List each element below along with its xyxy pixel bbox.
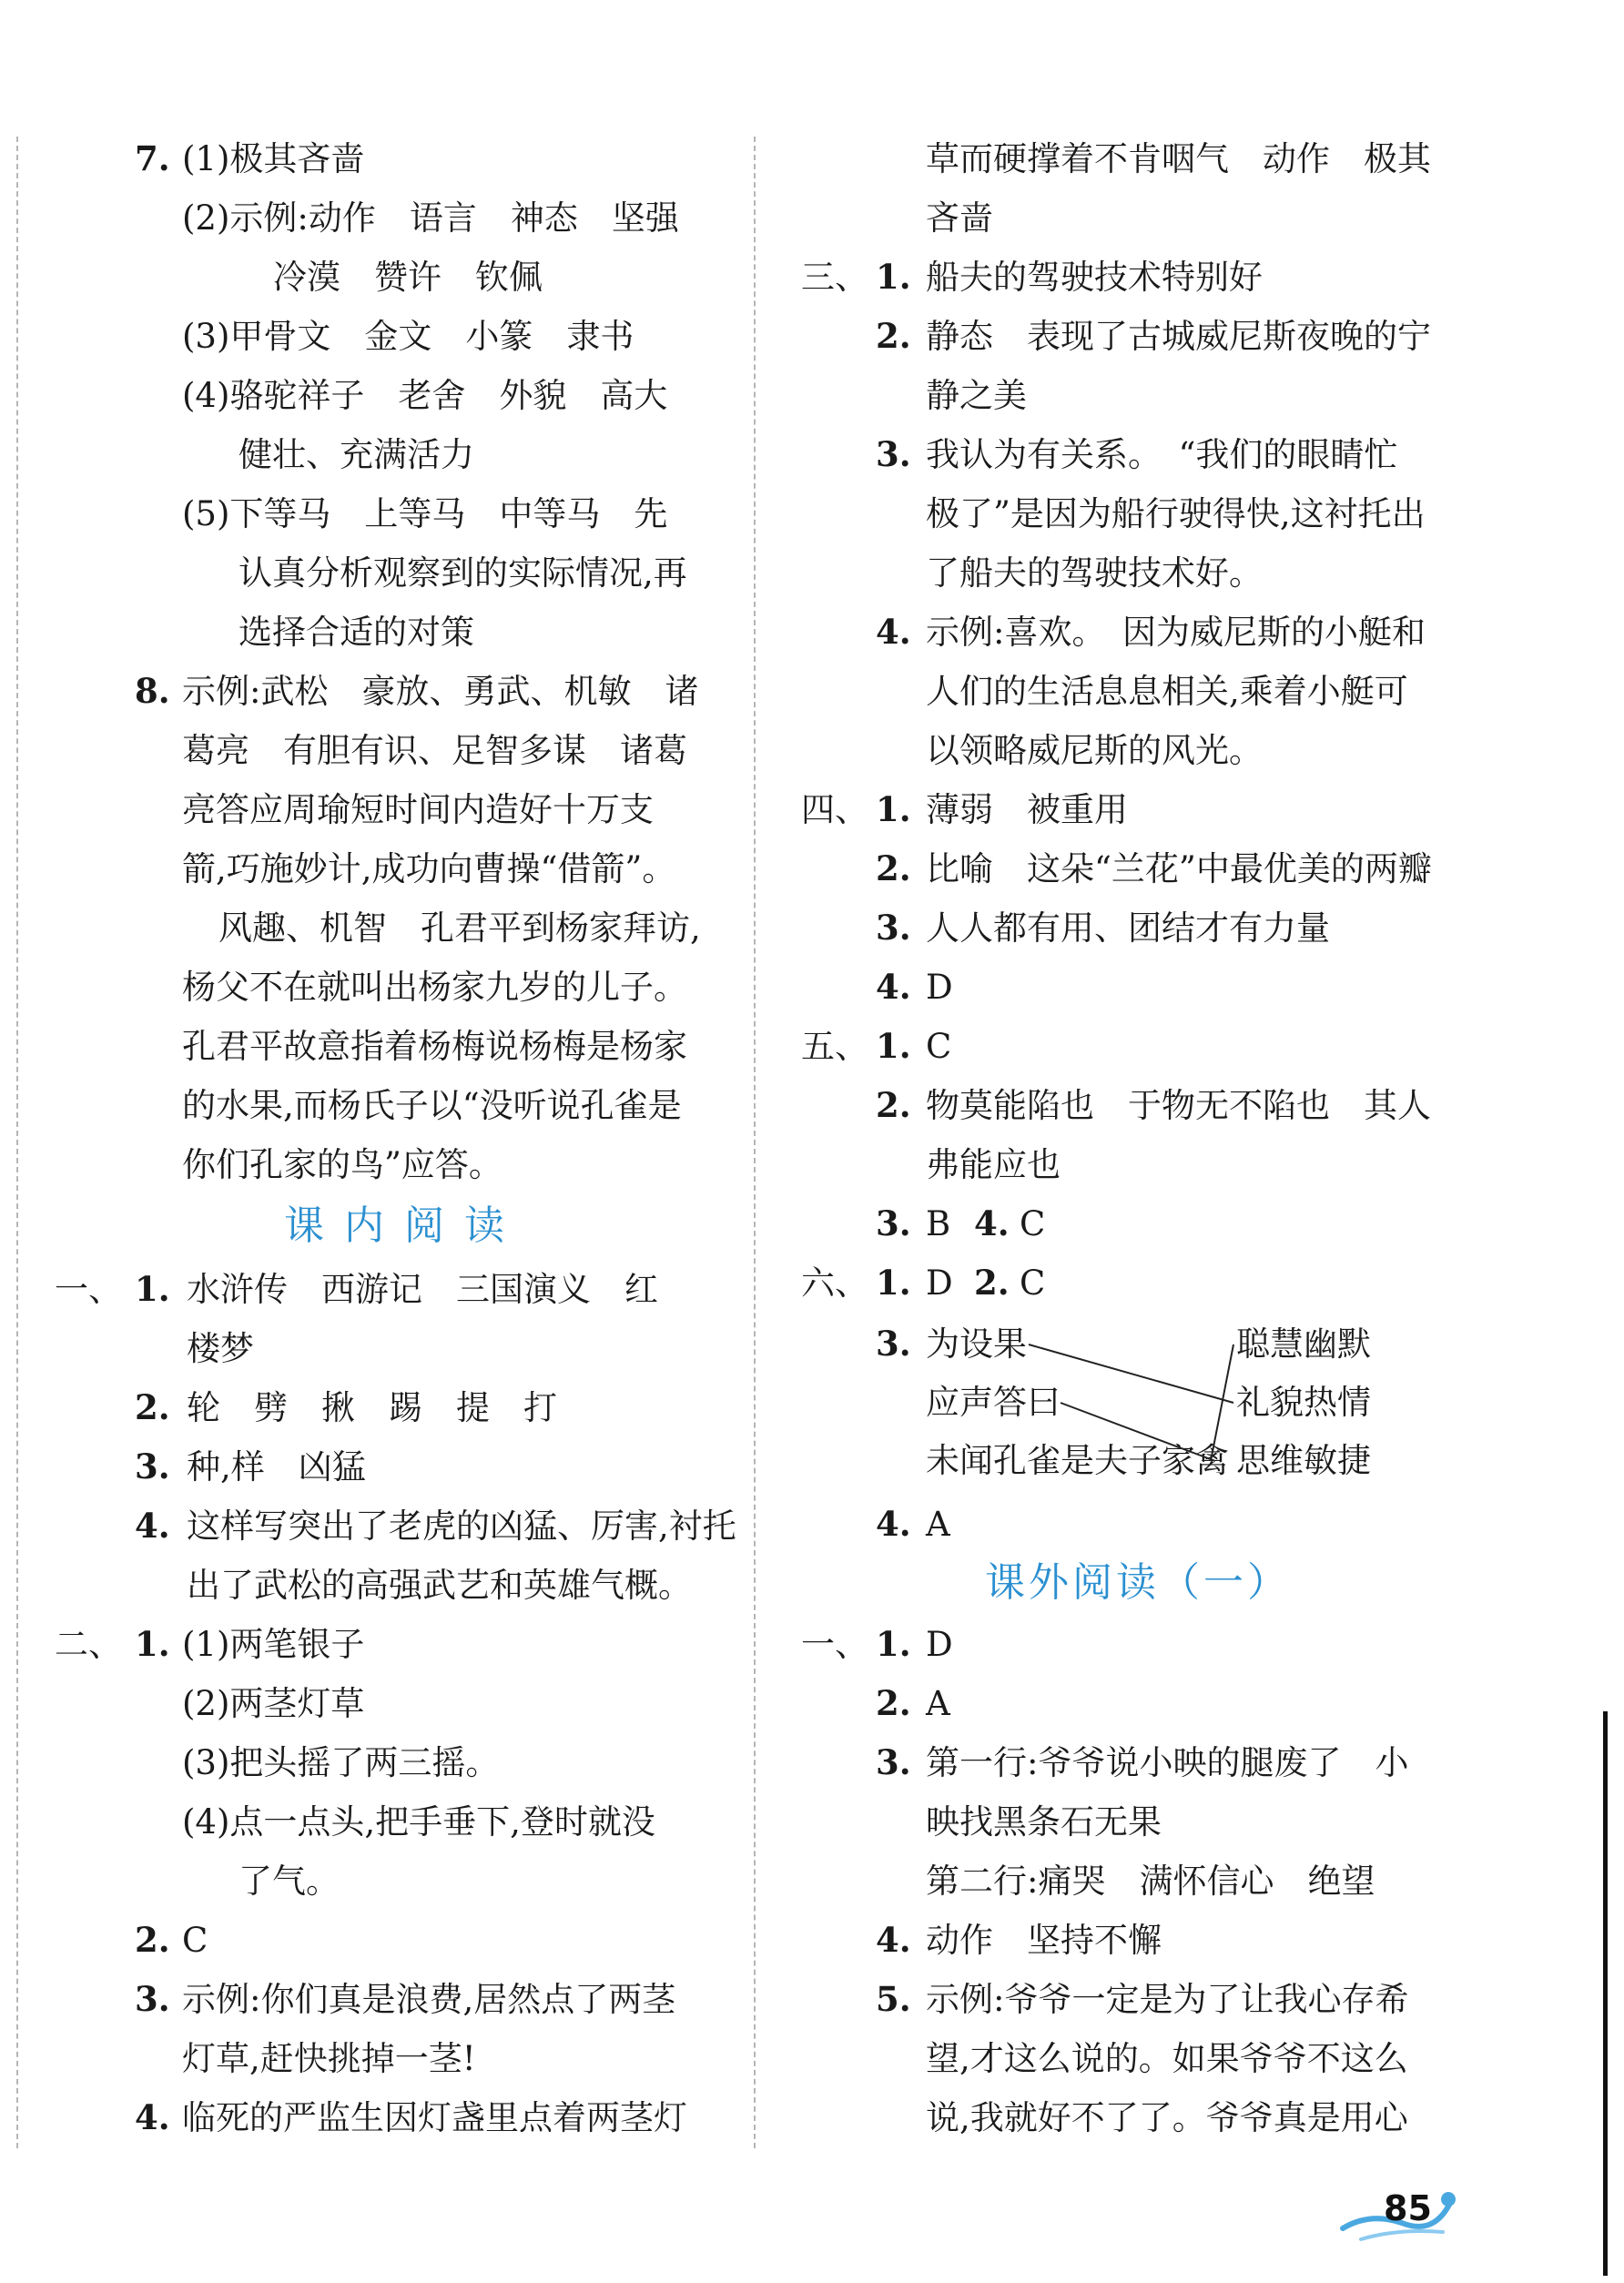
s1-q4-number: 4. (135, 1506, 170, 1546)
s2-q1-line-5: 了气。 (239, 1862, 340, 1901)
s1-q3-text: 种,样 凶猛 (187, 1447, 366, 1486)
s2-q2-number: 2. (135, 1920, 170, 1960)
s7-q1-text: D (926, 1625, 953, 1664)
s5-q1-number: 1. (876, 1026, 911, 1066)
s4-q1-text: 薄弱 被重用 (926, 790, 1128, 829)
s7-q3-line-1: 第一行:爷爷说小映的腿废了 小 (926, 1743, 1409, 1782)
column-divider-dashed-line (754, 137, 756, 2148)
q8-number: 8. (135, 671, 170, 711)
s2-q3-line-2: 灯草,赶快挑掉一茎! (182, 2039, 476, 2078)
s1-q3-number: 3. (135, 1446, 170, 1486)
s5-q4-number: 4. (974, 1203, 1010, 1243)
s2-q3-line-1: 示例:你们真是浪费,居然点了两茎 (182, 1980, 676, 2019)
q8-line-8: 的水果,而杨氏子以“没听说孔雀是 (182, 1086, 682, 1125)
s7-q5-number: 5. (876, 1979, 911, 2019)
s1-q2-text: 轮 劈 揪 踢 提 打 (187, 1388, 557, 1427)
q7-line-3: 冷漠 赞许 钦佩 (273, 258, 543, 297)
s5-q2-line-1: 物莫能陷也 于物无不陷也 其人 (926, 1086, 1431, 1125)
s4-q2-number: 2. (876, 848, 911, 888)
s2-q1-line-2: (2)两茎灯草 (182, 1684, 365, 1723)
section-one-label: 一、 (55, 1270, 122, 1309)
q7-line-5: (4)骆驼祥子 老舍 外貌 高大 (182, 376, 668, 415)
s5-q1-text: C (926, 1027, 952, 1066)
s4-q4-number: 4. (876, 967, 911, 1007)
s5-q3-number: 3. (876, 1203, 911, 1243)
match-left-3: 未闻孔雀是夫子家禽 (926, 1441, 1229, 1480)
q7-line-1: (1)极其吝啬 (182, 139, 365, 178)
s3-q3-number: 3. (876, 434, 911, 474)
match-right-3: 思维敏捷 (1236, 1441, 1371, 1480)
connector-line-1 (1029, 1344, 1233, 1403)
q8-line-2: 葛亮 有胆有识、足智多谋 诸葛 (182, 731, 687, 770)
s7-q5-line-1: 示例:爷爷一定是为了让我心存希 (926, 1980, 1409, 2019)
s3-q4-line-1: 示例:喜欢。 因为威尼斯的小艇和 (926, 613, 1426, 652)
s7-q5-line-2: 望,才这么说的。如果爷爷不这么 (926, 2039, 1408, 2078)
match-right-2: 礼貌热情 (1236, 1383, 1371, 1422)
q7-line-8: 认真分析观察到的实际情况,再 (239, 553, 687, 593)
s4-q3-text: 人人都有用、团结才有力量 (926, 908, 1330, 948)
s7-q4-number: 4. (876, 1920, 911, 1960)
s6-q4-text: A (926, 1505, 950, 1544)
section-two-label: 二、 (55, 1625, 122, 1664)
match-left-2: 应声答曰 (926, 1383, 1061, 1422)
s3-q4-line-3: 以领略威尼斯的风光。 (926, 731, 1263, 770)
s3-q3-line-1: 我认为有关系。 “我们的眼睛忙 (926, 435, 1398, 474)
s1-q4-line-2: 出了武松的高强武艺和英雄气概。 (187, 1566, 692, 1605)
s5-q2-number: 2. (876, 1085, 911, 1125)
s5-q4-text: C (1020, 1204, 1046, 1243)
continuation-line-1: 草而硬撑着不肯咽气 动作 极其 (926, 139, 1431, 178)
s4-q4-text: D (926, 968, 953, 1007)
s3-q2-number: 2. (876, 316, 911, 356)
s4-q2-text: 比喻 这朵“兰花”中最优美的两瓣 (926, 849, 1432, 888)
s6-q3-number: 3. (876, 1324, 911, 1364)
s4-q1-number: 1. (876, 789, 911, 829)
s6-q1-number: 1. (876, 1263, 911, 1303)
s7-q3-number: 3. (876, 1742, 911, 1782)
q8-line-1: 示例:武松 豪放、勇武、机敏 诸 (182, 672, 699, 711)
s6-q2-number: 2. (974, 1263, 1010, 1303)
s7-q2-text: A (926, 1684, 950, 1723)
page-number-badge (1334, 2176, 1461, 2248)
s2-q1-line-3: (3)把头摇了两三摇。 (182, 1743, 500, 1782)
section-four-label: 四、 (801, 790, 868, 829)
connector-line-3 (1211, 1344, 1233, 1461)
q8-line-4: 箭,巧施妙计,成功向曹操“借箭”。 (182, 849, 676, 888)
s6-q2-text: C (1020, 1263, 1046, 1303)
s7-q5-line-3: 说,我就好不了了。爷爷真是用心 (926, 2098, 1408, 2137)
s1-q1-line-1: 水浒传 西游记 三国演义 红 (187, 1270, 658, 1309)
connector-line-2 (1061, 1403, 1215, 1461)
s3-q4-line-2: 人们的生活息息相关,乘着小艇可 (926, 672, 1408, 711)
left-margin-dashed-line (16, 137, 18, 2148)
s2-q1-line-4: (4)点一点头,把手垂下,登时就没 (182, 1802, 655, 1842)
s3-q1-text: 船夫的驾驶技术特别好 (926, 258, 1263, 297)
s7-q4-text: 动作 坚持不懈 (926, 1921, 1162, 1960)
s2-q4-number: 4. (135, 2097, 170, 2137)
s3-q2-line-1: 静态 表现了古城威尼斯夜晚的宁 (926, 317, 1431, 356)
s2-q1-line-1: (1)两笔银子 (182, 1625, 365, 1664)
s1-q4-line-1: 这样写突出了老虎的凶猛、厉害,衬托 (187, 1507, 736, 1546)
q7-number: 7. (135, 138, 170, 178)
q8-line-6: 杨父不在就叫出杨家九岁的儿子。 (182, 968, 687, 1007)
s7-q3-line-2: 映找黑条石无果 (926, 1802, 1162, 1842)
s5-q2-line-2: 弗能应也 (926, 1145, 1061, 1184)
s2-q1-number: 1. (135, 1624, 170, 1664)
s1-q1-line-2: 楼梦 (187, 1329, 254, 1368)
s3-q3-line-3: 了船夫的驾驶技术好。 (926, 553, 1263, 593)
continuation-line-2: 吝啬 (926, 198, 993, 238)
s5-q3-text: B (926, 1204, 951, 1243)
section-heading-in-class-reading: 课 内 阅 读 (284, 1202, 508, 1249)
matching-connector-lines (792, 0, 1624, 1547)
match-right-1: 聪慧幽默 (1236, 1324, 1371, 1364)
s2-q2-text: C (182, 1921, 208, 1960)
s6-q4-number: 4. (876, 1504, 911, 1544)
extra-section-one-label: 一、 (801, 1625, 868, 1664)
s7-q1-number: 1. (876, 1624, 911, 1664)
section-three-label: 三、 (801, 258, 868, 297)
scan-edge-line (1603, 1711, 1608, 2276)
s3-q2-line-2: 静之美 (926, 376, 1027, 415)
s4-q3-number: 3. (876, 908, 911, 948)
s3-q3-line-2: 极了”是因为船行驶得快,这衬托出 (926, 494, 1426, 533)
s2-q3-number: 3. (135, 1979, 170, 2019)
match-left-1: 为设果 (926, 1324, 1027, 1364)
q8-line-7: 孔君平故意指着杨梅说杨梅是杨家 (182, 1027, 687, 1066)
s2-q4-line-1: 临死的严监生因灯盏里点着两茎灯 (182, 2098, 687, 2137)
q7-line-9: 选择合适的对策 (239, 613, 474, 652)
q8-line-5: 风趣、机智 孔君平到杨家拜访, (218, 908, 701, 948)
q7-line-7: (5)下等马 上等马 中等马 先 (182, 494, 668, 533)
s3-q1-number: 1. (876, 257, 911, 297)
s1-q2-number: 2. (135, 1387, 170, 1427)
s1-q1-number: 1. (135, 1269, 170, 1309)
q7-line-6: 健壮、充满活力 (239, 435, 474, 474)
s7-q2-number: 2. (876, 1683, 911, 1723)
q7-line-2: (2)示例:动作 语言 神态 坚强 (182, 198, 679, 238)
s3-q4-number: 4. (876, 612, 911, 652)
section-heading-extracurricular-reading-1: 课外阅读（一） (985, 1559, 1291, 1606)
section-five-label: 五、 (801, 1027, 868, 1066)
q8-line-9: 你们孔家的鸟”应答。 (182, 1145, 502, 1184)
s7-q3-line-3: 第二行:痛哭 满怀信心 绝望 (926, 1862, 1375, 1901)
page-number: 85 (1384, 2188, 1432, 2228)
s6-q1-text: D (926, 1263, 953, 1303)
q8-line-3: 亮答应周瑜短时间内造好十万支 (182, 790, 654, 829)
section-six-label: 六、 (801, 1263, 868, 1303)
q7-line-4: (3)甲骨文 金文 小篆 隶书 (182, 317, 634, 356)
